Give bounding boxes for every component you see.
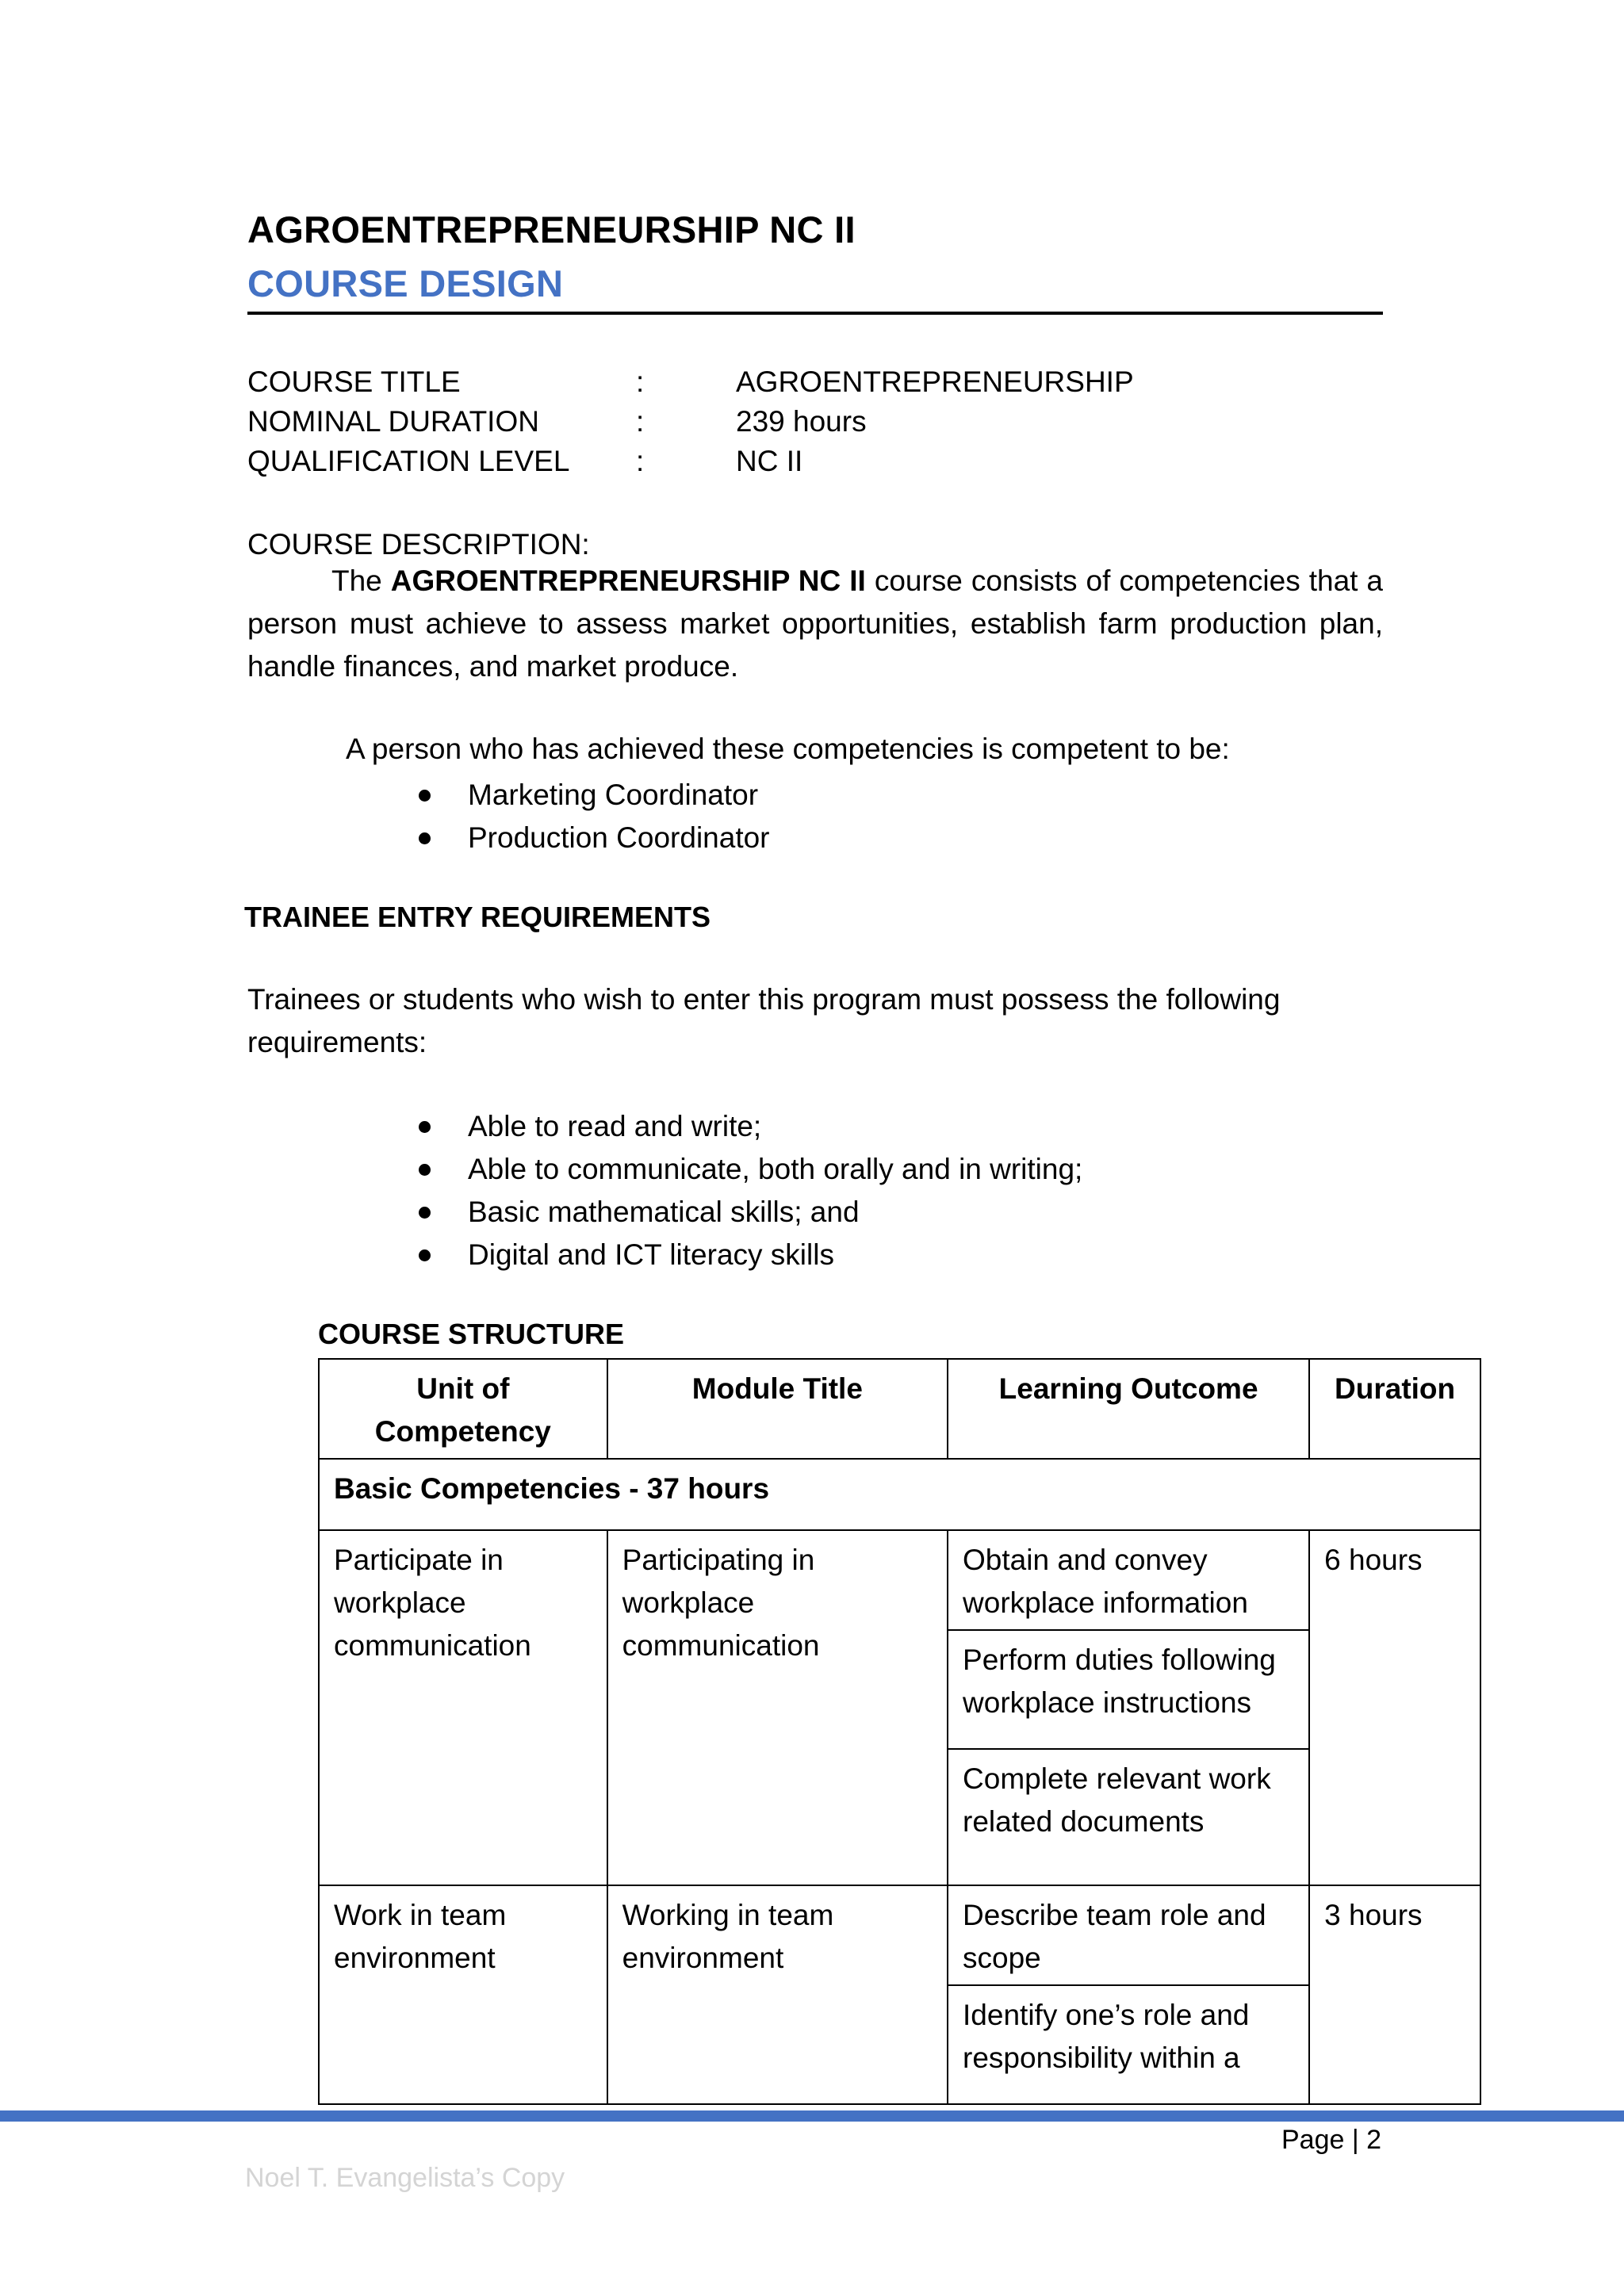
module-cell: Participating in workplace communication: [607, 1530, 948, 1885]
list-item: Able to communicate, both orally and in writing;: [468, 1148, 1082, 1191]
duration-cell: 3 hours: [1309, 1885, 1480, 2104]
title-rule: [247, 312, 1383, 315]
info-colon: :: [636, 365, 645, 398]
bullet-icon: [419, 1164, 431, 1176]
table-row: [319, 1885, 1480, 1985]
outcome-cell: Obtain and convey workplace information: [948, 1530, 1309, 1630]
info-value-course-title: AGROENTREPRENEURSHIP: [736, 365, 1134, 398]
course-structure-heading: COURSE STRUCTURE: [318, 1318, 625, 1350]
outcome-cell: Identify one’s role and responsibility within a: [948, 1985, 1309, 2104]
module-cell: Working in team environment: [607, 1885, 948, 2104]
bullet-icon: [419, 1207, 431, 1219]
category-label: Basic Competencies - 37 hours: [319, 1459, 1480, 1530]
bullet-icon: [419, 832, 431, 844]
page-number: Page | 2: [1281, 2125, 1382, 2155]
trainee-entry-heading: TRAINEE ENTRY REQUIREMENTS: [244, 901, 711, 933]
bullet-icon: [419, 1249, 431, 1261]
category-row: [319, 1459, 1480, 1530]
bullet-icon: [419, 790, 431, 802]
entry-intro: Trainees or students who wish to enter this program must possess the following requirements:: [247, 983, 1281, 1058]
duration-cell: 6 hours: [1309, 1530, 1480, 1885]
column-header-outcome: Learning Outcome: [948, 1359, 1309, 1459]
info-label-qualification-level: QUALIFICATION LEVEL: [247, 445, 570, 477]
course-description-heading: COURSE DESCRIPTION:: [247, 528, 590, 561]
column-header-unit: Unit of Competency: [319, 1359, 607, 1459]
table-row: [319, 1530, 1480, 1630]
info-colon: :: [636, 405, 645, 438]
outcome-cell: Describe team role and scope: [948, 1885, 1309, 1985]
course-description-paragraph: [247, 560, 1383, 688]
description-body: course consists of competencies that a person must achieve to assess market opportunities, establish farm production plan, handle finances, and market produce.: [247, 564, 1384, 683]
list-item: Able to read and write;: [468, 1105, 1082, 1148]
outcome-cell: Complete relevant work related documents: [948, 1749, 1309, 1885]
info-label-nominal-duration: NOMINAL DURATION: [247, 405, 539, 438]
footer-bar: [0, 2110, 1624, 2122]
table-header-row: [319, 1359, 1480, 1459]
info-value-nominal-duration: 239 hours: [736, 405, 867, 438]
outcome-cell: Perform duties following workplace instructions: [948, 1630, 1309, 1749]
description-lead-in: The: [331, 564, 382, 597]
list-item: Basic mathematical skills; and: [468, 1191, 1082, 1234]
bullet-icon: [419, 1121, 431, 1133]
document-subtitle: COURSE DESIGN: [247, 262, 564, 304]
list-item: Marketing Coordinator: [468, 774, 770, 817]
unit-cell: Participate in workplace communication: [319, 1530, 607, 1885]
list-item: Digital and ICT literacy skills: [468, 1234, 1082, 1276]
unit-cell: Work in team environment: [319, 1885, 607, 2104]
competent-lead-text: A person who has achieved these competencies is competent to be:: [346, 733, 1230, 765]
document-title: AGROENTREPRENEURSHIP NC II: [247, 209, 856, 251]
column-header-module: Module Title: [607, 1359, 948, 1459]
requirements-list: [468, 1105, 1082, 1276]
column-header-duration: Duration: [1309, 1359, 1480, 1459]
watermark: Noel T. Evangelista’s Copy: [245, 2163, 565, 2193]
description-course-name: AGROENTREPRENEURSHIP NC II: [390, 564, 866, 597]
roles-list: [468, 774, 770, 859]
info-label-course-title: COURSE TITLE: [247, 365, 461, 398]
info-colon: :: [636, 445, 645, 477]
list-item: Production Coordinator: [468, 817, 770, 859]
course-structure-table: [318, 1358, 1481, 2105]
info-value-qualification-level: NC II: [736, 445, 803, 477]
